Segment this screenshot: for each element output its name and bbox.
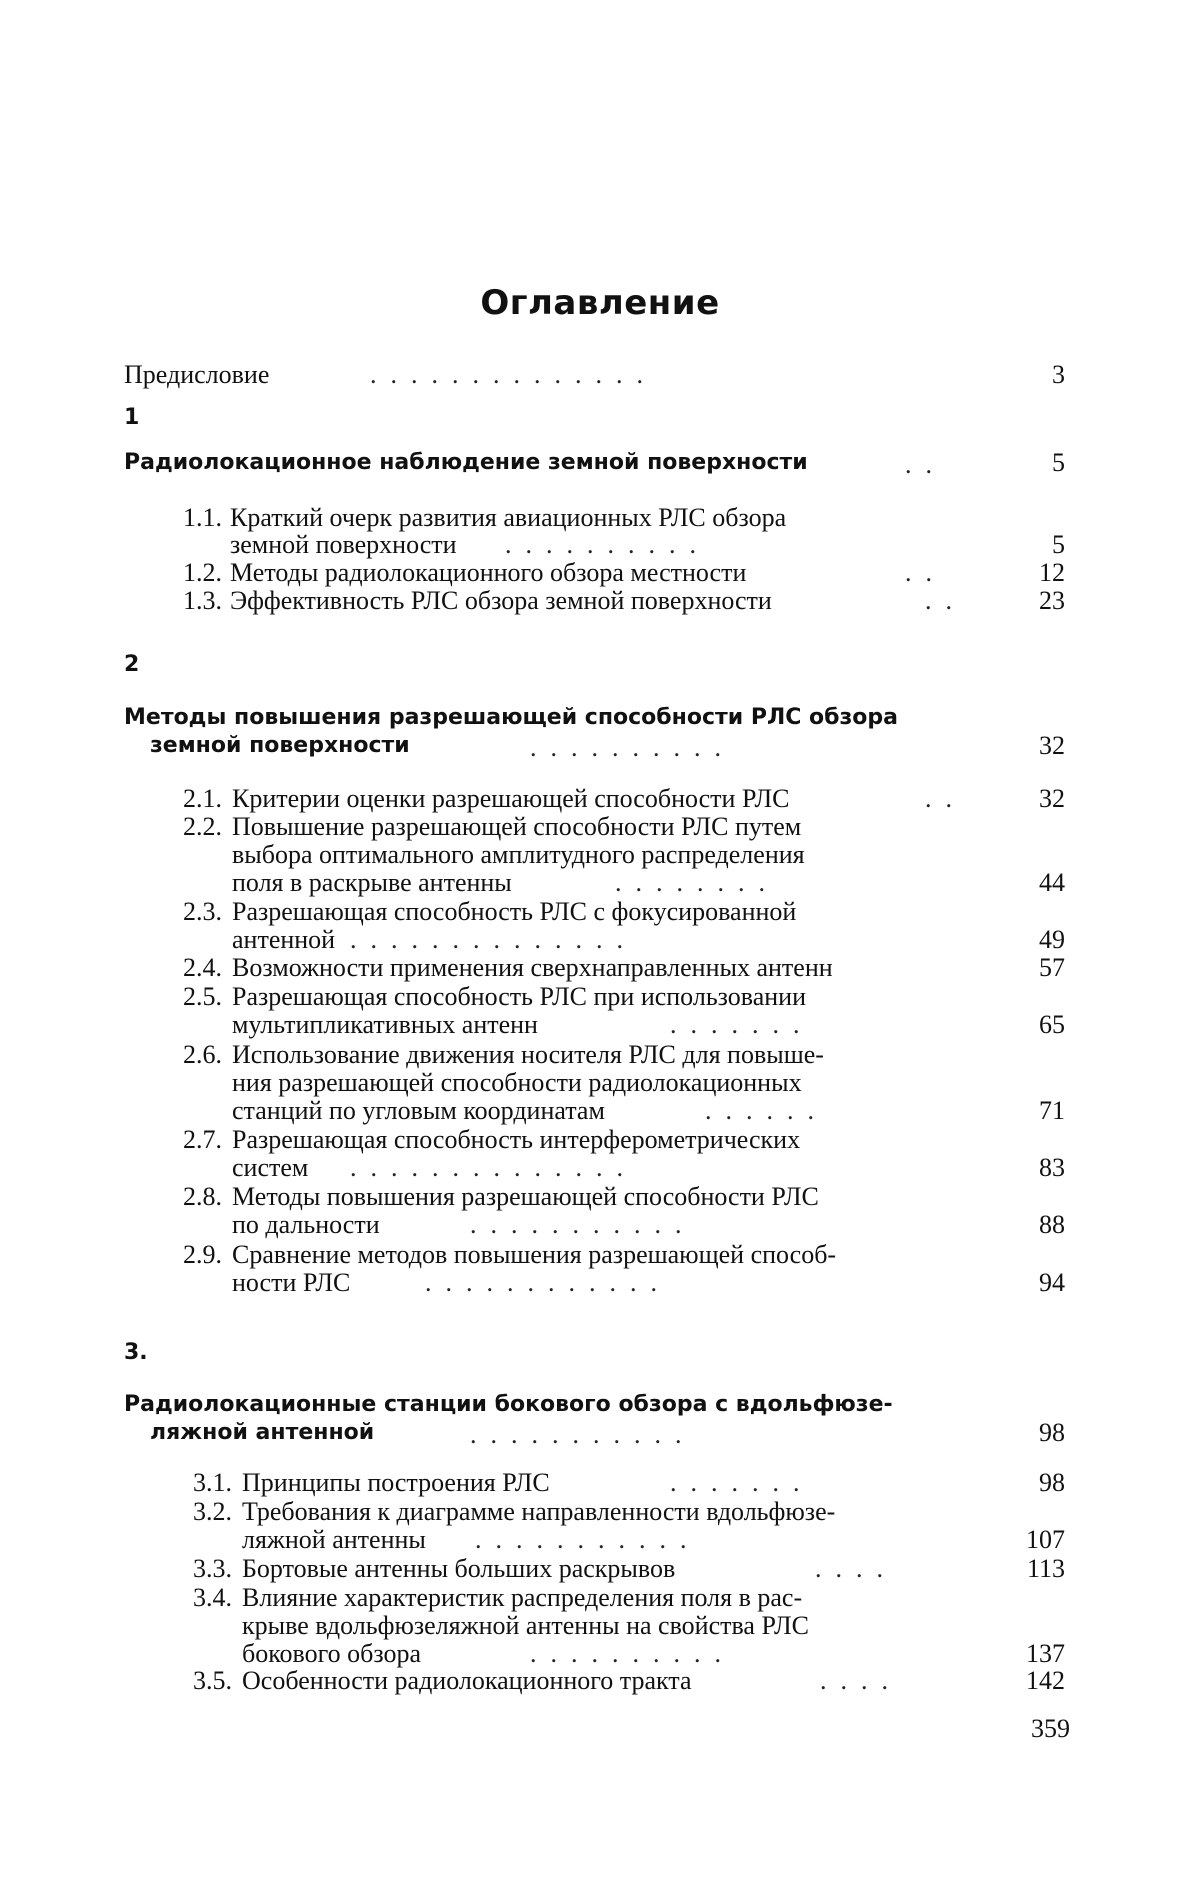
section-page: 113 — [1026, 1554, 1065, 1583]
leader-dots: .............. — [350, 1153, 637, 1182]
section-title: станций по угловым координатам — [232, 1096, 605, 1125]
section-title: Разрешающая способность РЛС с фокусированной — [232, 897, 797, 926]
section-title: Краткий очерк развития авиационных РЛС обзора — [230, 503, 787, 532]
section-title: бокового обзора — [242, 1639, 422, 1668]
leader-dots: .............. — [350, 925, 637, 954]
section-title: Возможности применения сверхнаправленных антенн — [232, 953, 833, 982]
leader-dots: ........... — [470, 1420, 696, 1449]
leader-dots: .... — [820, 1666, 902, 1695]
section-page: 88 — [1039, 1210, 1065, 1239]
section-title: Разрешающая способность интерферометрических — [232, 1125, 801, 1154]
section-title: Эффективность РЛС обзора земной поверхности — [230, 586, 772, 615]
section-title: Влияние характеристик распределения поля в рас- — [242, 1583, 803, 1612]
leader-dots: .......... — [505, 530, 710, 559]
section-page: 44 — [1039, 868, 1065, 897]
leader-dots: ............ — [425, 1268, 671, 1297]
chapter-page: 98 — [1039, 1418, 1065, 1447]
section-title: антенной — [232, 925, 336, 954]
section-title: ности РЛС — [232, 1268, 351, 1297]
section-title: земной поверхности — [230, 530, 457, 559]
section-page: 71 — [1039, 1096, 1065, 1125]
page-number: 359 — [1031, 1714, 1070, 1743]
chapter-number: 3. — [124, 1340, 148, 1365]
chapter-number: 2 — [124, 652, 140, 677]
section-title: Принципы построения РЛС — [242, 1468, 550, 1497]
leader-dots: ........... — [470, 1210, 696, 1239]
section-title: систем — [232, 1153, 309, 1182]
section-title: мультипликативных антенн — [232, 1010, 538, 1039]
chapter-title: Радиолокационное наблюдение земной поверхности — [124, 450, 808, 475]
section-title: Особенности радиолокационного тракта — [242, 1666, 692, 1695]
section-code: 2.7. — [183, 1125, 222, 1154]
chapter-title: ляжной антенной — [150, 1420, 375, 1445]
section-title: Бортовые антенны больших раскрывов — [242, 1554, 676, 1583]
leader-dots: ........ — [615, 868, 779, 897]
section-page: 32 — [1039, 784, 1065, 813]
section-title: поля в раскрыве антенны — [232, 868, 512, 897]
section-code: 1.1. — [183, 503, 222, 532]
section-title: крыве вдольфюзеляжной антенны на свойства РЛС — [242, 1611, 809, 1640]
section-page: 57 — [1039, 953, 1065, 982]
section-title: Требования к диаграмме направленности вдольфюзе- — [242, 1497, 836, 1526]
section-code: 3.1. — [193, 1468, 232, 1497]
leader-dots: ....... — [670, 1468, 814, 1497]
section-code: 2.1. — [183, 784, 222, 813]
chapter-title: Радиолокационные станции бокового обзора с вдольфюзе- — [124, 1392, 893, 1417]
section-page: 137 — [1026, 1639, 1065, 1668]
section-code: 3.3. — [193, 1554, 232, 1583]
section-title: Разрешающая способность РЛС при использовании — [232, 982, 807, 1011]
preface-label: Предисловие — [124, 360, 270, 389]
leader-dots: .......... — [530, 1639, 735, 1668]
section-title: Методы повышения разрешающей способности РЛС — [232, 1182, 819, 1211]
section-code: 2.9. — [183, 1240, 222, 1269]
section-code: 3.4. — [193, 1583, 232, 1612]
section-page: 142 — [1026, 1666, 1065, 1695]
section-title: Сравнение методов повышения разрешающей способ- — [232, 1240, 837, 1269]
section-title: ляжной антенны — [242, 1525, 426, 1554]
leader-dots: .. — [925, 586, 966, 615]
page-title: Оглавление — [480, 283, 720, 323]
preface-page: 3 — [1052, 360, 1065, 389]
chapter-title: земной поверхности — [150, 733, 410, 758]
leader-dots: ...... — [705, 1096, 828, 1125]
section-code: 2.5. — [183, 982, 222, 1011]
leader-dots: .. — [905, 450, 946, 479]
section-title: ния разрешающей способности радиолокационных — [232, 1068, 802, 1097]
leader-dots: .. — [905, 558, 946, 587]
chapter-page: 32 — [1039, 731, 1065, 760]
leader-dots: .............. — [370, 360, 657, 389]
leader-dots: ........... — [475, 1525, 701, 1554]
section-title: Методы радиолокационного обзора местности — [230, 558, 747, 587]
section-code: 3.2. — [193, 1497, 232, 1526]
section-code: 2.2. — [183, 812, 222, 841]
section-page: 5 — [1052, 530, 1065, 559]
chapter-page: 5 — [1052, 448, 1065, 477]
section-title: Критерии оценки разрешающей способности РЛС — [232, 784, 790, 813]
section-code: 1.2. — [183, 558, 222, 587]
leader-dots: ....... — [670, 1010, 814, 1039]
section-page: 12 — [1039, 558, 1065, 587]
section-page: 23 — [1039, 586, 1065, 615]
section-code: 1.3. — [183, 586, 222, 615]
section-title: по дальности — [232, 1210, 380, 1239]
leader-dots: .......... — [530, 733, 735, 762]
section-code: 2.4. — [183, 953, 222, 982]
section-page: 83 — [1039, 1153, 1065, 1182]
section-page: 98 — [1039, 1468, 1065, 1497]
chapter-title: Методы повышения разрешающей способности РЛС обзора — [124, 705, 898, 730]
leader-dots: .. — [925, 784, 966, 813]
section-page: 94 — [1039, 1268, 1065, 1297]
section-code: 2.8. — [183, 1182, 222, 1211]
section-code: 2.6. — [183, 1040, 222, 1069]
section-title: выбора оптимального амплитудного распределения — [232, 840, 805, 869]
section-code: 2.3. — [183, 897, 222, 926]
section-page: 49 — [1039, 925, 1065, 954]
section-page: 65 — [1039, 1010, 1065, 1039]
section-page: 107 — [1026, 1525, 1065, 1554]
section-title: Использование движения носителя РЛС для повыше- — [232, 1040, 824, 1069]
chapter-number: 1 — [124, 405, 140, 430]
section-title: Повышение разрешающей способности РЛС путем — [232, 812, 802, 841]
section-code: 3.5. — [193, 1666, 232, 1695]
leader-dots: .... — [815, 1554, 897, 1583]
